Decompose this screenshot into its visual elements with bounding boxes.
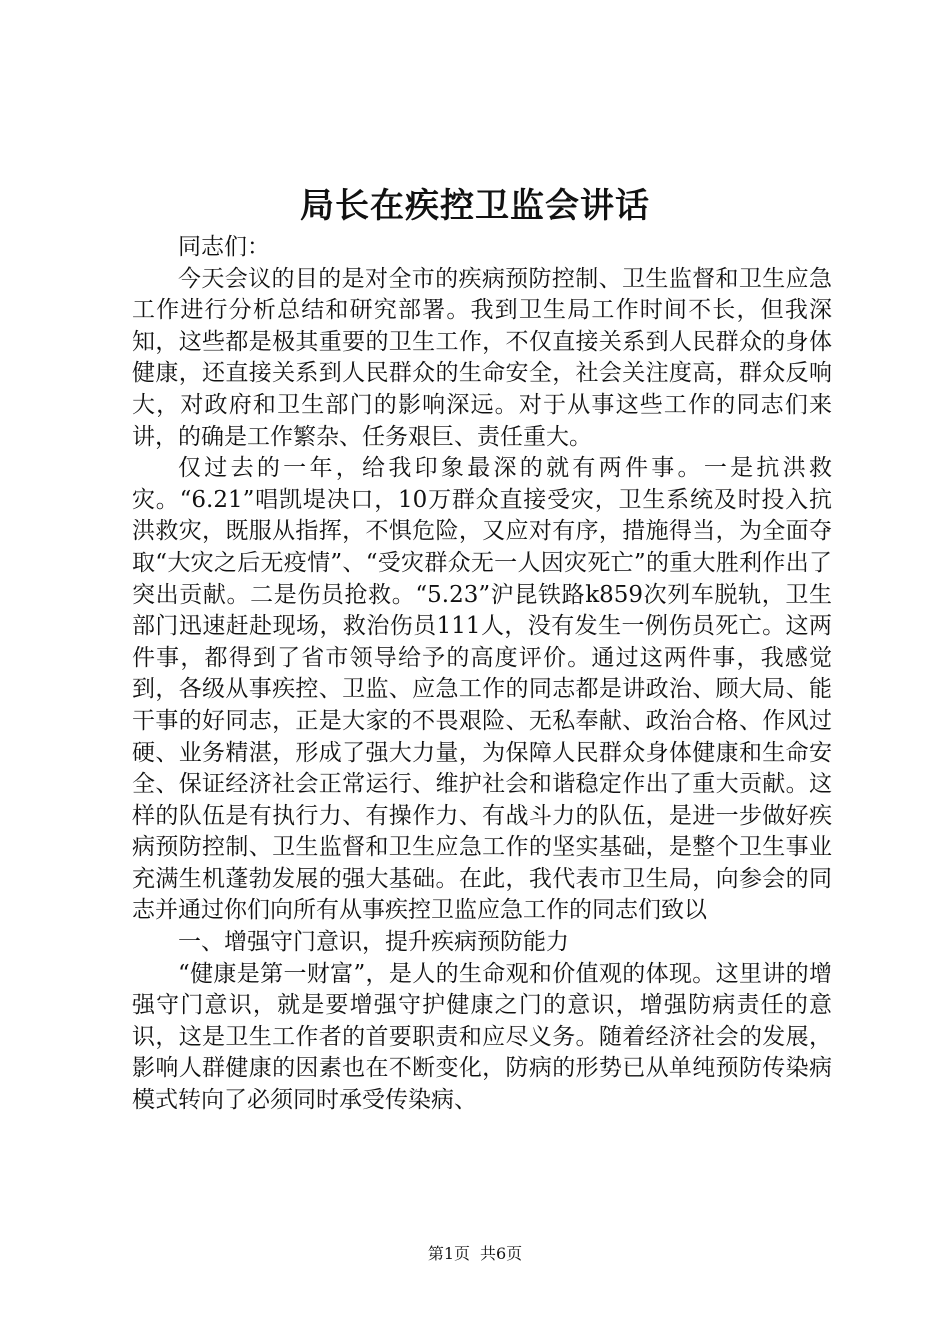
document-title: 局长在疾控卫监会讲话 [300, 186, 650, 226]
page-footer [0, 1243, 950, 1265]
body-paragraph: “健康是第一财富”，是人的生命观和价值观的体现。这里讲的增强守门意识，就是要增强守护健康之门的意识，增强防病责任的意识，这是卫生工作者的首要职责和应尽义务。随着经济社会的发展，影响人群健康的因素也在不断变化，防病的形势已从单纯预防传染病模式转向了必须同时承受传染病、 [132, 960, 832, 1114]
salutation-paragraph: 同志们： [178, 234, 270, 260]
section-heading: 一、增强守门意识，提升疾病预防能力 [178, 929, 569, 956]
document-body [132, 232, 832, 1117]
total-pages: 共6页 [480, 1244, 523, 1263]
body-paragraph: 今天会议的目的是对全市的疾病预防控制、卫生监督和卫生应急工作进行分析总结和研究部署。我到卫生局工作时间不长，但我深知，这些都是极其重要的卫生工作，不仅直接关系到人民群众的身体健康，还直接关系到人民群众的生命安全，社会关注度高，群众反响大，对政府和卫生部门的影响深远。对于从事这些工作的同志们来讲，的确是工作繁杂、任务艰巨、责任重大。 [132, 265, 832, 450]
body-paragraph: 仅过去的一年，给我印象最深的就有两件事。一是抗洪救灾。“6.21”唱凯堤决口，10万群众直接受灾，卫生系统及时投入抗洪救灾，既服从指挥，不惧危险，又应对有序，措施得当，为全面夺取“大灾之后无疫情”、“受灾群众无一人因灾死亡”的重大胜利作出了突出贡献。二是伤员抢救。“5.23”沪昆铁路k859次列车脱轨，卫生部门迅速赶赴现场，救治伤员111人，没有发生一例伤员死亡。这两件事，都得到了省市领导给予的高度评价。通过这两件事，我感觉到，各级从事疾控、卫监、应急工作的同志都是讲政治、顾大局、能干事的好同志，正是大家的不畏艰险、无私奉献、政治合格、作风过硬、业务精湛，形成了强大力量，为保障人民群众身体健康和生命安全、保证经济社会正常运行、维护社会和谐稳定作出了重大贡献。这样的队伍是有执行力、有操作力、有战斗力的队伍，是进一步做好疾病预防控制、卫生监督和卫生应急工作的坚实基础，是整个卫生事业充满生机蓬勃发展的强大基础。在此，我代表市卫生局，向参会的同志并通过你们向所有从事疾控卫监应急工作的同志们致以 [132, 455, 832, 924]
page-number: 第1页 [427, 1244, 470, 1263]
